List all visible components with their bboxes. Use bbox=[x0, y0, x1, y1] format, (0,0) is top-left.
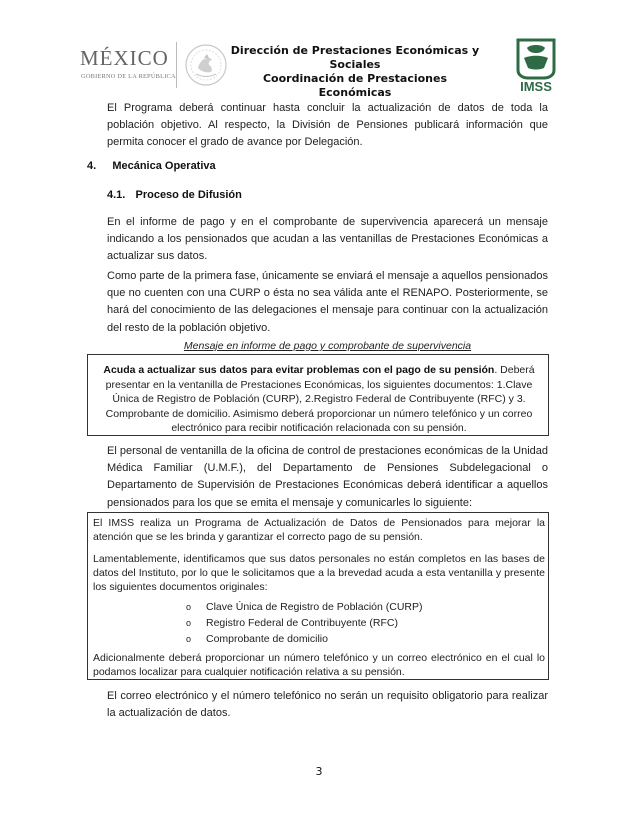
header-title-line2: Coordinación de Prestaciones Económicas bbox=[262, 72, 448, 99]
document-item: Registro Federal de Contribuyente (RFC) bbox=[206, 617, 398, 629]
subsection-title: Proceso de Difusión bbox=[135, 189, 242, 201]
page-number: 3 bbox=[315, 765, 323, 778]
mexico-logo-text: MÉXICO bbox=[80, 46, 169, 70]
section-heading bbox=[87, 160, 216, 172]
message-box-rest: . Deberá presentar en la ventanilla de Prestaciones Económicas, los siguientes documentos: 1.Clave Única de Registro de Población (CURP), 2.Registro Federal de Contribuyente (RFC) y 3. Comprobante de domicilio. Asimismo deberá proporcionar un número telefónico y un correo electrónico para recibir notificación relacionada con su pensión. bbox=[105, 364, 535, 434]
notice-paragraph-1: El IMSS realiza un Programa de Actualización de Datos de Pensionados para mejorar la atención que se les brinda y garantizar el correcto pago de su pensión. bbox=[93, 517, 545, 544]
bullet-icon: o bbox=[186, 618, 192, 628]
notice-box bbox=[87, 512, 549, 680]
mexico-government-logo bbox=[80, 42, 176, 92]
header-title-line1: Dirección de Prestaciones Económicas y Sociales bbox=[230, 44, 480, 71]
mexico-logo-subtext: GOBIERNO DE LA REPÚBLICA bbox=[81, 73, 176, 80]
list-item bbox=[186, 615, 423, 631]
bullet-icon: o bbox=[186, 602, 192, 612]
page-header bbox=[0, 30, 638, 99]
section-title: Mecánica Operativa bbox=[112, 160, 216, 172]
document-item: Clave Única de Registro de Población (CURP) bbox=[206, 601, 423, 613]
caption-text: Mensaje en informe de pago y comprobante de supervivencia bbox=[183, 340, 472, 352]
paragraph-1: En el informe de pago y en el comprobante de supervivencia aparecerá un mensaje indicando a los pensionados que acudan a las ventanillas de Prestaciones Económicas a actualizar sus datos. bbox=[107, 216, 548, 263]
paragraph-2: Como parte de la primera fase, únicamente se enviará el mensaje a aquellos pensionados que no cuenten con una CURP o ésta no sea válida ante el RENAPO. Posteriormente, se hará del conocimiento de las delegaciones el mensaje para continuar con la actualización del resto de la población objetivo. bbox=[107, 270, 548, 334]
notice-paragraph-3: Adicionalmente deberá proporcionar un número telefónico y un correo electrónico en el cual lo podamos localizar para cualquier notificación relativa a su pensión. bbox=[93, 652, 545, 679]
subsection-heading bbox=[107, 189, 242, 201]
national-seal-icon bbox=[184, 42, 228, 88]
documents-list bbox=[186, 599, 423, 647]
list-item bbox=[186, 599, 423, 615]
notice-paragraph-2: Lamentablemente, identificamos que sus datos personales no están completos en las bases de datos del Instituto, por lo que le solicitamos que a la brevedad acuda a esta ventanilla y presente los siguientes documentos originales: bbox=[93, 553, 545, 594]
logo-divider bbox=[176, 42, 177, 88]
bullet-icon: o bbox=[186, 634, 192, 644]
paragraph-3: El personal de ventanilla de la oficina de control de prestaciones económicas de la Unidad Médica Familiar (U.M.F.), del Departamento de Pensiones Subdelegacional o Departamento de Supervisión de Prestaciones Económicas deberá identificar a aquellos pensionados para los que se emita el mensaje y comunicarles lo siguiente: bbox=[107, 445, 548, 509]
document-item: Comprobante de domicilio bbox=[206, 633, 328, 645]
paragraph-4: El correo electrónico y el número telefónico no serán un requisito obligatorio para realizar la actualización de datos. bbox=[107, 690, 548, 720]
list-item bbox=[186, 631, 423, 647]
message-box bbox=[87, 354, 549, 436]
imss-logo-text: IMSS bbox=[520, 79, 552, 94]
intro-paragraph: El Programa deberá continuar hasta concluir la actualización de datos de toda la población objetivo. Al respecto, la División de Pensiones publicará información que permita conocer el grado de avance por Delegación. bbox=[107, 102, 548, 149]
imss-logo bbox=[510, 36, 562, 94]
section-number: 4. bbox=[87, 160, 97, 172]
message-box-text bbox=[98, 363, 540, 436]
message-caption bbox=[107, 340, 548, 352]
subsection-number: 4.1. bbox=[107, 189, 126, 201]
header-title bbox=[230, 44, 480, 100]
message-box-bold: Acuda a actualizar sus datos para evitar problemas con el pago de su pensión bbox=[103, 364, 495, 376]
